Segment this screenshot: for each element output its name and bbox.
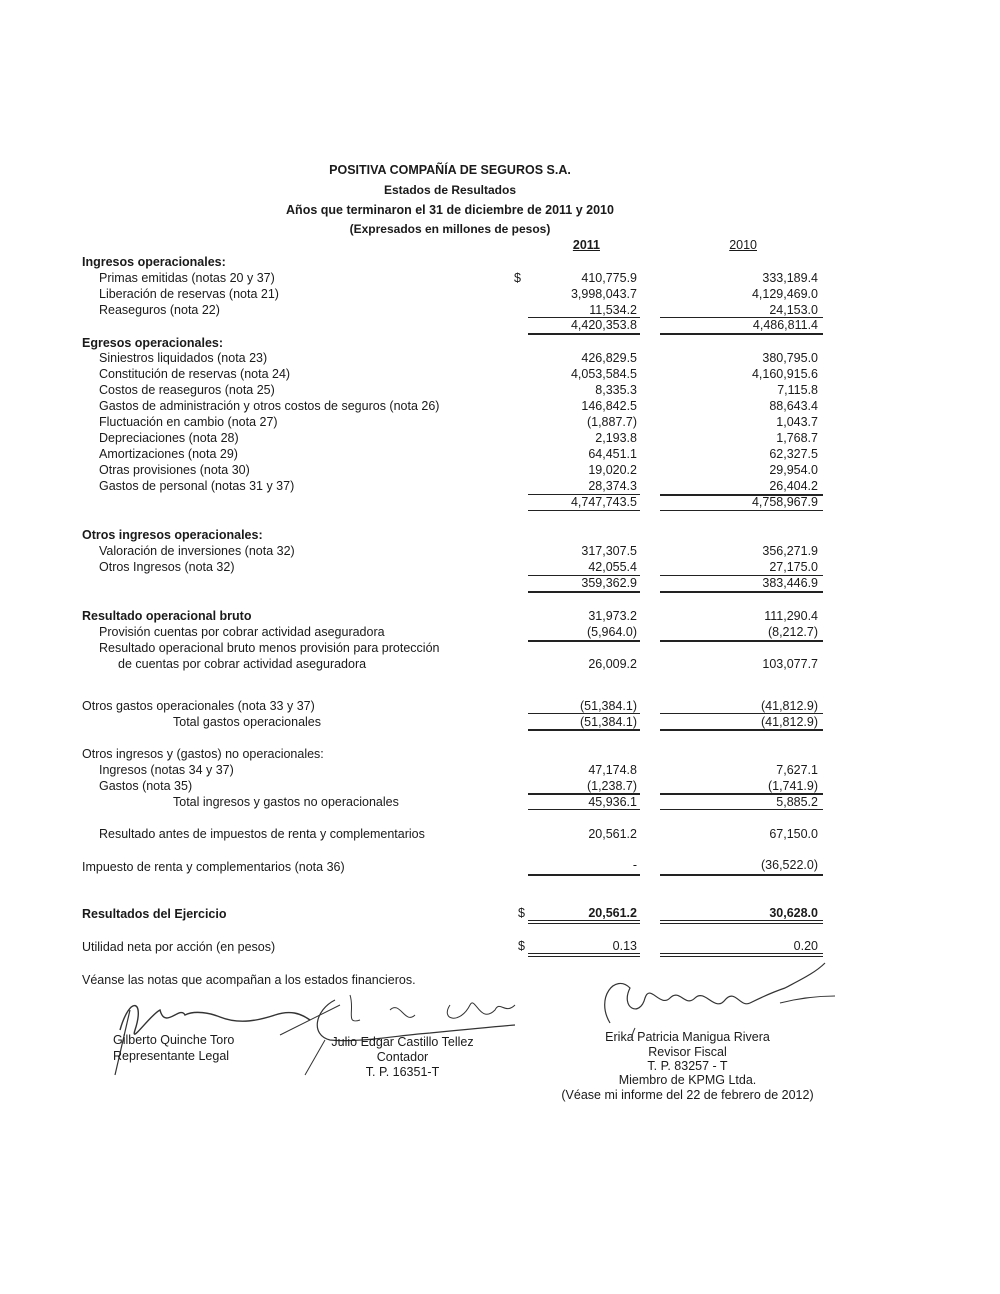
row-label: Siniestros liquidados (nota 23) [99,351,268,365]
row-value-2011: 19,020.2 [588,463,637,477]
row-label: Amortizaciones (nota 29) [99,447,238,461]
row-label: Otros Ingresos (nota 32) [99,560,235,574]
signer-revisor-report: (Véase mi informe del 22 de febrero de 2012) [561,1088,814,1102]
signer-revisor-firm: Miembro de KPMG Ltda. [618,1073,757,1087]
subtotal-rule [528,713,640,714]
total-no-op-label: Total ingresos y gastos no operacionales [173,795,399,809]
row-value-2010: 4,160,915.6 [751,367,818,381]
currency-symbol: $ [518,906,525,920]
total-2010: 4,486,811.4 [752,318,818,332]
total-rule [528,333,640,335]
row-label: Ingresos (notas 34 y 37) [99,763,234,777]
row-label: Fluctuación en cambio (nota 27) [99,415,278,429]
total-rule [660,729,823,731]
row-label: Depreciaciones (nota 28) [99,431,239,445]
resultado-ejercicio-label: Resultados del Ejercicio [82,907,227,921]
row-value-2011: 410,775.9 [581,271,637,285]
row-label: Costos de reaseguros (nota 25) [99,383,275,397]
resultado-bruto-label: Resultado operacional bruto [82,609,252,623]
currency-symbol: $ [514,271,521,285]
row-value-2010: 356,271.9 [762,544,818,558]
row-value-2010: 7,115.8 [777,383,818,397]
utilidad-accion-2010: 0.20 [793,939,818,953]
section-title-no-operacionales: Otros ingresos y (gastos) no operacionales: [82,747,324,761]
section-title-egresos: Egresos operacionales: [82,336,224,350]
section-title-ingresos: Ingresos operacionales: [82,255,226,269]
statement-period: Años que terminaron el 31 de diciembre de 2011 y 2010 [286,203,614,217]
row-label: Primas emitidas (notas 20 y 37) [99,271,275,285]
row-value-2010: 29,954.0 [769,463,818,477]
double-rule [528,953,640,957]
row-value-2010: 24,153.0 [769,303,818,317]
impuesto-2010: (36,522.0) [761,858,818,872]
utilidad-accion-2011: 0.13 [612,939,637,953]
row-value-2010: 380,795.0 [762,351,818,365]
total-2011: 4,420,353.8 [570,318,637,332]
total-2010: 4,758,967.9 [751,495,818,509]
impuesto-label: Impuesto de renta y complementarios (nota 36) [82,860,345,874]
row-label: Gastos (nota 35) [99,779,193,793]
signer-contador-name: Julio Edgar Castillo Tellez [331,1035,474,1049]
total-gastos-2010: (41,812.9) [761,715,818,729]
impuesto-2011: - [632,858,637,872]
row-value-2011: 28,374.3 [588,479,637,493]
provision-label: Provisión cuentas por cobrar actividad aseguradora [99,625,385,639]
total-rule [660,591,823,593]
neto-label-line1: Resultado operacional bruto menos provisión para protección [99,641,440,655]
row-value-2010: 7,627.1 [776,763,818,777]
signer-legal-role: Representante Legal [113,1049,230,1063]
total-rule [528,809,640,810]
total-rule [660,510,823,511]
section-title-otros-ingresos: Otros ingresos operacionales: [82,528,263,542]
double-rule [528,920,640,924]
statement-units: (Expresados en millones de pesos) [349,222,551,236]
resultado-ejercicio-2010: 30,628.0 [769,906,818,920]
row-value-2011: 4,053,584.5 [570,367,637,381]
signer-legal-name: Gilberto Quinche Toro [113,1033,235,1047]
provision-2011: (5,964.0) [586,625,637,639]
currency-symbol: $ [518,939,525,953]
row-value-2010: 1,043.7 [776,415,818,429]
total-rule [528,510,640,511]
double-rule [660,953,823,957]
signer-revisor-tp: T. P. 83257 - T [647,1059,728,1073]
utilidad-accion-label: Utilidad neta por acción (en pesos) [82,940,276,954]
signer-revisor-role: Revisor Fiscal [648,1045,727,1059]
row-value-2010: 62,327.5 [769,447,818,461]
row-value-2010: (1,741.9) [767,779,818,793]
otros-gastos-2010: (41,812.9) [761,699,818,713]
column-header-2011: 2011 [572,238,600,252]
column-header-2010: 2010 [729,238,757,252]
row-label: Gastos de personal (notas 31 y 37) [99,479,295,493]
total-gastos-2011: (51,384.1) [580,715,637,729]
total-rule [660,809,823,810]
row-value-2011: 3,998,043.7 [570,287,637,301]
row-label: Constitución de reservas (nota 24) [99,367,291,381]
signature-scribble-right [585,958,845,1038]
row-value-2011: 42,055.4 [588,560,637,574]
row-value-2010: 88,643.4 [769,399,818,413]
total-rule [528,591,640,593]
row-value-2010: 1,768.7 [776,431,818,445]
total-2011: 359,362.9 [581,576,637,590]
company-name: POSITIVA COMPAÑÍA DE SEGUROS S.A. [329,163,571,177]
row-value-2011: 426,829.5 [581,351,637,365]
row-value-2011: 146,842.5 [581,399,637,413]
row-value-2011: 64,451.1 [588,447,637,461]
subtotal-rule [528,640,640,642]
total-rule [660,333,823,335]
subtotal-rule [660,713,823,714]
resultado-bruto-2010: 111,290.4 [764,609,818,623]
row-value-2010: 26,404.2 [769,479,818,493]
signer-contador-role: Contador [376,1050,429,1064]
otros-gastos-label: Otros gastos operacionales (nota 33 y 37) [82,699,315,713]
row-value-2011: 8,335.3 [595,383,637,397]
antes-impuestos-2010: 67,150.0 [769,827,818,841]
total-rule [660,874,823,876]
antes-impuestos-2011: 20,561.2 [588,827,637,841]
total-no-op-2011: 45,936.1 [588,795,637,809]
row-value-2011: (1,238.7) [586,779,637,793]
total-2011: 4,747,743.5 [570,495,637,509]
total-no-op-2010: 5,885.2 [776,795,818,809]
total-rule [528,729,640,731]
double-rule [660,920,823,924]
row-label: Gastos de administración y otros costos de seguros (nota 26) [99,399,440,413]
row-value-2011: (1,887.7) [586,415,637,429]
row-label: Otras provisiones (nota 30) [99,463,250,477]
footer-note: Véanse las notas que acompañan a los estados financieros. [82,973,416,987]
neto-2011: 26,009.2 [588,657,637,671]
total-rule [528,874,640,876]
resultado-ejercicio-2011: 20,561.2 [588,906,637,920]
row-value-2011: 47,174.8 [588,763,637,777]
subtotal-rule [660,640,823,642]
total-2010: 383,446.9 [762,576,818,590]
neto-label-line2: de cuentas por cobrar actividad aseguradora [118,657,367,671]
antes-impuestos-label: Resultado antes de impuestos de renta y complementarios [99,827,425,841]
provision-2010: (8,212.7) [767,625,818,639]
row-value-2010: 333,189.4 [762,271,818,285]
resultado-bruto-2011: 31,973.2 [588,609,637,623]
row-value-2011: 11,534.2 [589,303,637,317]
row-value-2010: 4,129,469.0 [751,287,818,301]
row-value-2010: 27,175.0 [769,560,818,574]
statement-title: Estados de Resultados [383,183,517,197]
row-label: Reaseguros (nota 22) [99,303,220,317]
row-value-2011: 317,307.5 [581,544,637,558]
total-gastos-label: Total gastos operacionales [173,715,322,729]
row-label: Liberación de reservas (nota 21) [99,287,279,301]
row-label: Valoración de inversiones (nota 32) [99,544,295,558]
otros-gastos-2011: (51,384.1) [580,699,637,713]
signer-revisor-name: Erika Patricia Manigua Rivera [605,1030,770,1044]
row-value-2011: 2,193.8 [595,431,637,445]
signer-contador-tp: T. P. 16351-T [365,1065,440,1079]
neto-2010: 103,077.7 [762,657,818,671]
